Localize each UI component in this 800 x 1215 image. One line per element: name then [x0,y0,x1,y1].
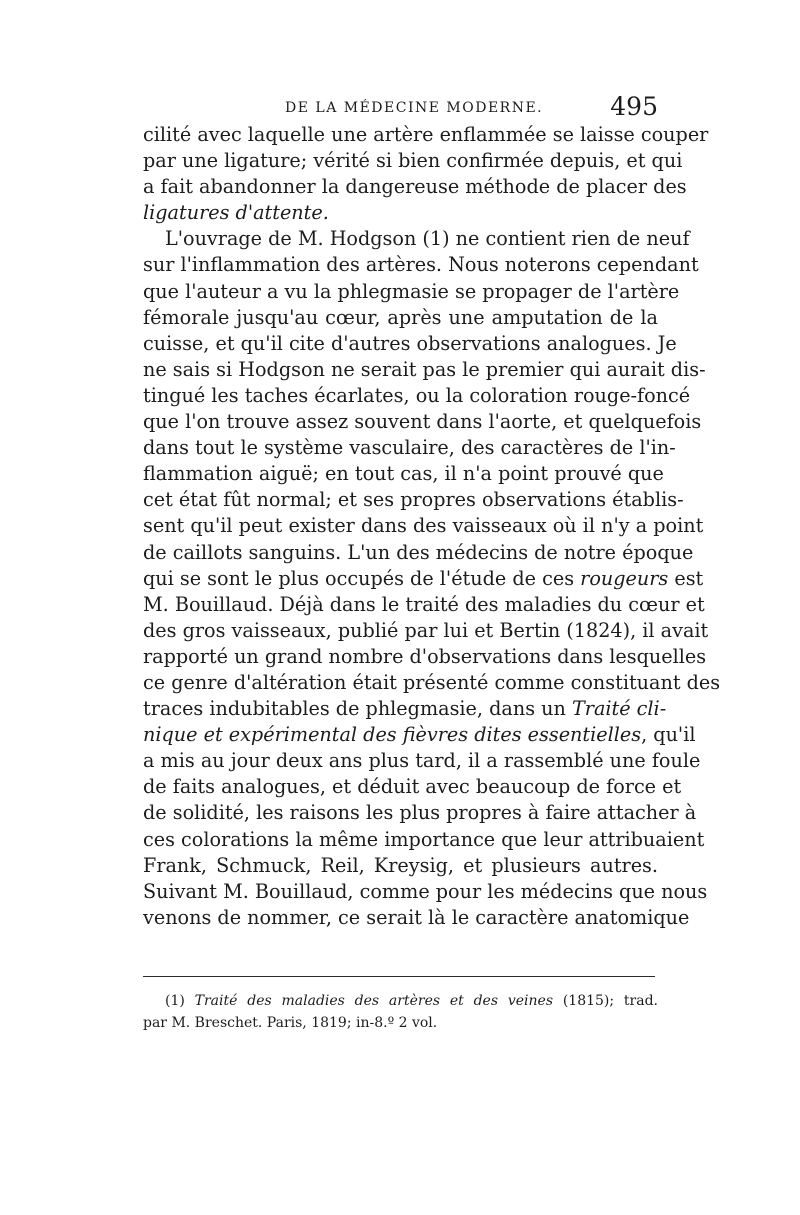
text-line [143,774,682,800]
text-line [143,800,697,826]
text-line [143,435,676,461]
text-line [143,279,680,305]
text-segment: L'ouvrage de M. Hodgson (1) ne contient rien de neuf [165,227,690,251]
text-segment: fémorale jusqu'au cœur, après une amputation de la [143,305,658,329]
text-segment: ne sais si Hodgson ne serait pas le premier qui aurait dis- [143,357,706,381]
text-segment: de caillots sanguins. L'un des médecins de notre époque [143,540,694,564]
text-segment: flammation aiguë; en tout cas, il n'a point prouvé que [143,462,664,486]
footnote-line [143,1012,658,1034]
text-line [143,905,690,931]
text-segment: (1) [165,993,195,1009]
text-segment: traces indubitables de phlegmasie, dans un [143,697,572,721]
text-line [143,618,709,644]
text-segment: Suivant M. Bouillaud, comme pour les médecins que nous [143,879,708,903]
footnote-line [143,990,658,1012]
text-line [143,305,658,331]
text-line [143,174,687,200]
text-segment: de solidité, les raisons les plus propres à faire attacher à [143,801,697,825]
text-segment: qui se sont le plus occupés de l'étude de ces [143,566,581,590]
text-segment: a fait abandonner la dangereuse méthode de placer des [143,175,687,199]
text-segment: sent qu'il peut exister dans des vaisseaux où il n'y a point [143,514,704,538]
text-line [143,148,683,174]
body-text [143,122,721,931]
text-segment: ce genre d'altération était présenté comme constituant des [143,670,721,694]
italic-text: ligatures d'attente. [143,201,329,225]
text-segment: dans tout le système vasculaire, des caractères de l'in- [143,436,676,460]
text-line [143,513,704,539]
text-segment: est [668,566,704,590]
italic-text: Traité des maladies des artères et des veines [194,993,554,1009]
footnote-separator [143,976,655,977]
running-head: DE LA MÉDECINE MODERNE. [285,100,544,116]
text-line [143,748,701,774]
text-segment: tingué les taches écarlates, ou la coloration rouge-foncé [143,383,691,407]
text-line [143,827,705,853]
text-segment: que l'on trouve assez souvent dans l'aorte, et quelquefois [143,410,702,434]
text-segment: rapporté un grand nombre d'observations dans lesquelles [143,644,707,668]
text-segment: venons de nommer, ce serait là le caractère anatomique [143,905,690,929]
text-line [143,357,706,383]
text-segment: (1815); trad. [553,993,659,1009]
text-segment: M. Bouillaud. Déjà dans le traité des maladies du cœur et [143,592,705,616]
text-line [143,592,705,618]
page-header [143,92,658,122]
text-segment: , qu'il [641,723,696,747]
text-segment: cet état fût normal; et ses propres observations établis- [143,488,684,512]
text-line [143,722,696,748]
text-segment: de faits analogues, et déduit avec beaucoup de force et [143,775,682,799]
text-segment: par M. Breschet. Paris, 1819; in-8.º 2 vol. [143,1015,438,1031]
text-line [143,644,707,670]
text-segment: que l'auteur a vu la phlegmasie se propager de l'artère [143,279,680,303]
italic-text: Traité cli- [571,697,667,721]
text-segment: cuisse, et qu'il cite d'autres observations analogues. Je [143,331,677,355]
text-segment: ces colorations la même importance que leur attribuaient [143,827,705,851]
footnote [143,990,658,1034]
text-line [143,696,667,722]
text-line [143,670,721,696]
text-line [143,331,677,357]
text-line [143,461,664,487]
text-line [143,487,684,513]
text-segment: Frank, Schmuck, Reil, Kreysig, et plusieurs autres. [143,853,658,877]
text-line [143,226,690,252]
text-line [143,879,708,905]
text-line [143,540,694,566]
text-line [143,383,691,409]
text-segment: a mis au jour deux ans plus tard, il a rassemblé une foule [143,749,701,773]
text-line [143,409,702,435]
page-number: 495 [610,92,658,121]
text-line [143,853,658,879]
text-segment: sur l'inflammation des artères. Nous noterons cependant [143,253,699,277]
italic-text: nique et expérimental des fièvres dites essentielles [143,723,642,747]
text-line [143,252,699,278]
text-segment: des gros vaisseaux, publié par lui et Bertin (1824), il avait [143,618,709,642]
italic-text: rougeurs [580,566,669,590]
text-segment: cilité avec laquelle une artère enflammée se laisse couper [143,123,709,146]
text-line [143,122,709,148]
text-line [143,200,658,226]
text-segment: par une ligature; vérité si bien confirmée depuis, et qui [143,149,683,173]
text-line [143,566,704,592]
